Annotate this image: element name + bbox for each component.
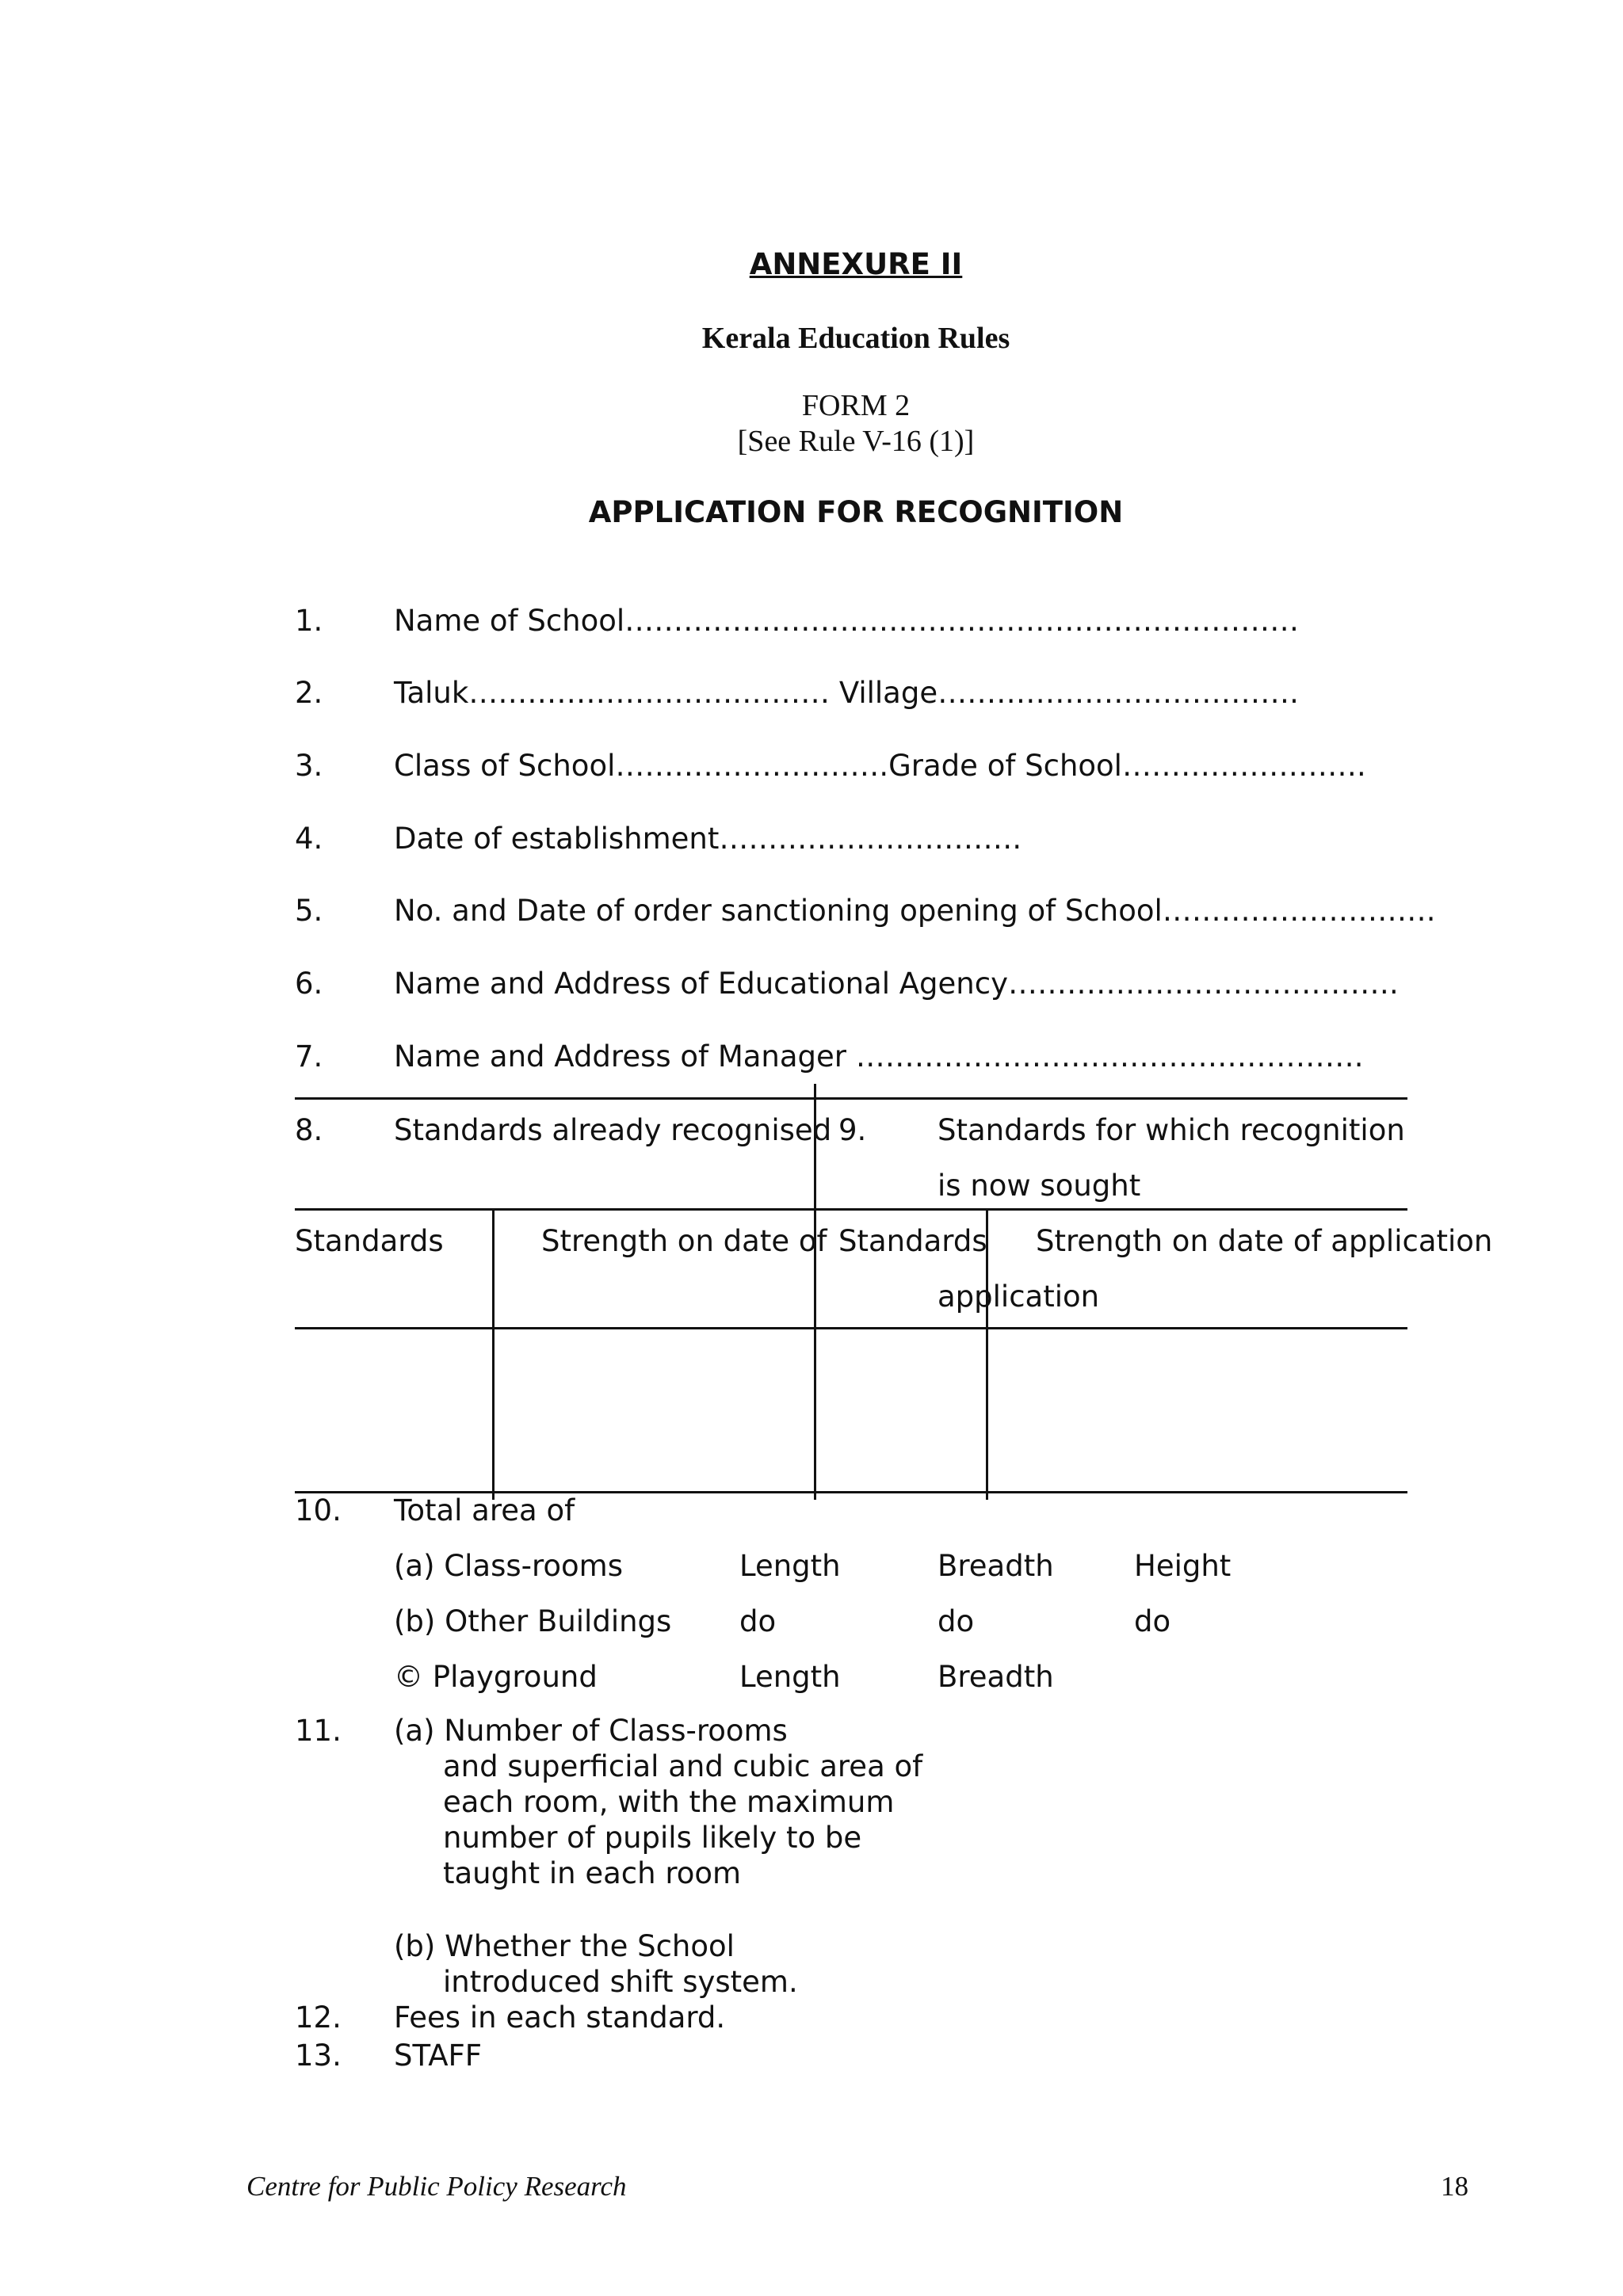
item9-num: 9. (838, 1113, 867, 1147)
page-title: APPLICATION FOR RECOGNITION (588, 495, 1124, 529)
field-manager: Name and Address of Manager ……………………………………………. (394, 1039, 1364, 1074)
item8-num: 8. (295, 1113, 323, 1147)
item11-num: 11. (295, 1714, 342, 1748)
field-educational-agency: Name and Address of Educational Agency…………………………………. (394, 967, 1399, 1001)
item11a-line: (a) Number of Class-rooms (394, 1714, 788, 1748)
area-row-value: Length (739, 1549, 841, 1583)
item10-num: 10. (295, 1493, 342, 1527)
field-num: 1. (295, 604, 323, 638)
area-row-value: Breadth (938, 1660, 1054, 1694)
area-row-value: Breadth (938, 1549, 1054, 1583)
area-row-label: (a) Class-rooms (394, 1549, 623, 1583)
item10-title: Total area of (394, 1493, 575, 1527)
area-row-value: do (938, 1604, 975, 1638)
item11a-line: taught in each room (443, 1856, 742, 1890)
item12-text: Fees in each standard. (394, 2000, 726, 2035)
form-number: FORM 2 (801, 389, 911, 422)
area-row-label: © Playground (394, 1660, 598, 1694)
column-header-application: application (938, 1280, 1100, 1314)
item12-num: 12. (295, 2000, 342, 2035)
column-header-strength: Strength on date of (541, 1224, 827, 1258)
field-date-establishment: Date of establishment…………………………. (394, 822, 1022, 856)
footer-organization: Centre for Public Policy Research (246, 2171, 627, 2202)
field-taluk-village: Taluk……………………….……… Village………………………………. (394, 676, 1299, 710)
item8-label: Standards already recognised (394, 1113, 832, 1147)
field-class-grade: Class of School……………………….Grade of School……………………. (394, 749, 1366, 783)
item13-text: STAFF (394, 2039, 483, 2073)
area-row-value: Height (1134, 1549, 1232, 1583)
table-rule (295, 1327, 1407, 1329)
item11a-line: and superficial and cubic area of (443, 1749, 923, 1783)
item9-label-cont: is now sought (938, 1169, 1141, 1203)
item11a-line: each room, with the maximum (443, 1785, 895, 1819)
item11a-line: number of pupils likely to be (443, 1821, 862, 1855)
area-row-value: do (739, 1604, 777, 1638)
area-row-value: do (1134, 1604, 1171, 1638)
page-number: 18 (1441, 2171, 1468, 2202)
item13-num: 13. (295, 2039, 342, 2073)
item11b-line: (b) Whether the School (394, 1929, 735, 1963)
table-divider (492, 1208, 495, 1500)
table-rule (295, 1208, 1407, 1211)
field-num: 3. (295, 749, 323, 783)
column-header-standards: Standards (295, 1224, 444, 1258)
item9-label: Standards for which recognition (938, 1113, 1405, 1147)
column-header-strength-application: Strength on date of application (1036, 1224, 1493, 1258)
column-header-standards: Standards (838, 1224, 987, 1258)
field-num: 2. (295, 676, 323, 710)
field-num: 7. (295, 1039, 323, 1074)
field-num: 6. (295, 967, 323, 1001)
table-rule (295, 1097, 1407, 1100)
area-row-value: Length (739, 1660, 841, 1694)
annexure-heading: ANNEXURE II (749, 247, 963, 281)
field-num: 4. (295, 822, 323, 856)
item11b-line: introduced shift system. (443, 1965, 798, 1999)
field-name-of-school: Name of School…………………………………………………………… (394, 604, 1300, 638)
field-sanction-order: No. and Date of order sanctioning opening of School………………………. (394, 894, 1436, 928)
field-num: 5. (295, 894, 323, 928)
area-row-label: (b) Other Buildings (394, 1604, 672, 1638)
rules-heading: Kerala Education Rules (701, 322, 1010, 355)
rule-reference: [See Rule V-16 (1)] (737, 425, 975, 458)
